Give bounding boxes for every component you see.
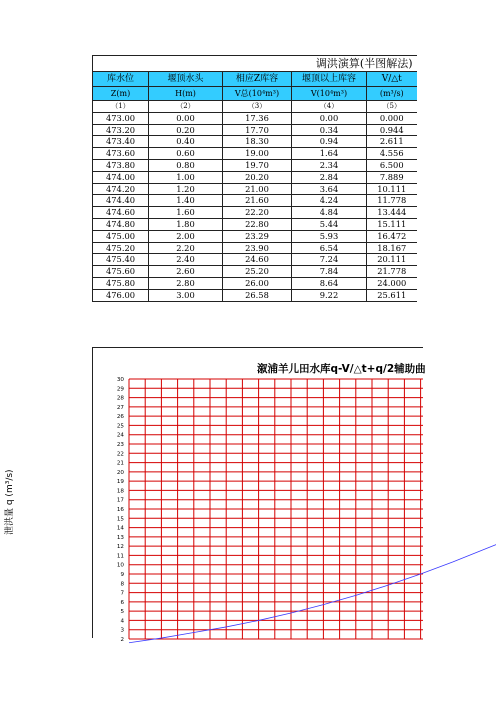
y-tick-label: 17	[116, 497, 124, 504]
table-row	[93, 207, 417, 219]
auxiliary-curve-chart	[93, 348, 423, 643]
y-tick-label: 3	[120, 627, 124, 634]
table-cell: 1.00	[149, 171, 223, 183]
table-cell: V(10⁴m³)	[292, 87, 367, 101]
table-cell: 24.000	[367, 277, 417, 289]
table-cell: （4）	[292, 101, 367, 113]
table-cell: 1.80	[149, 218, 223, 230]
table-cell: 475.80	[93, 277, 149, 289]
table-cell: 26.58	[223, 289, 292, 301]
table-cell: 475.40	[93, 254, 149, 266]
table-cell: 22.80	[223, 218, 292, 230]
table-cell: 474.20	[93, 183, 149, 195]
table-cell: 2.611	[367, 136, 417, 148]
table-cell: 2.20	[149, 242, 223, 254]
table-cell: 2.84	[292, 171, 367, 183]
table-cell: 0.00	[149, 112, 223, 124]
table-cell: 21.60	[223, 195, 292, 207]
table-cell: 堰顶以上库容	[292, 72, 367, 87]
table-cell: 0.20	[149, 124, 223, 136]
table-cell: （5）	[367, 101, 417, 113]
table-cell: 474.00	[93, 171, 149, 183]
table-cell: （2）	[149, 101, 223, 113]
table-cell: 475.20	[93, 242, 149, 254]
table-cell: 4.556	[367, 148, 417, 160]
table-cell: 2.00	[149, 230, 223, 242]
y-tick-label: 11	[116, 553, 124, 560]
y-tick-label: 23	[116, 442, 124, 448]
table-cell: 7.889	[367, 171, 417, 183]
table-cell: 474.60	[93, 207, 149, 219]
table-cell: Z(m)	[93, 87, 149, 101]
table-cell: 5.93	[292, 230, 367, 242]
table-cell: 0.40	[149, 136, 223, 148]
table-cell: 24.60	[223, 254, 292, 266]
table-cell: H(m)	[149, 87, 223, 101]
table-cell: 17.70	[223, 124, 292, 136]
table-row	[93, 171, 417, 183]
table-row	[93, 266, 417, 278]
table-cell: 476.00	[93, 289, 149, 301]
table-cell: 21.778	[367, 266, 417, 278]
table-cell: 473.00	[93, 112, 149, 124]
chart-title: 溆浦羊儿田水库q-V/△t+q/2辅助曲	[257, 363, 426, 375]
y-tick-label: 20	[116, 469, 124, 476]
y-tick-label: 10	[116, 562, 124, 569]
data-table	[92, 55, 417, 302]
table-cell: 25.611	[367, 289, 417, 301]
table-cell: 7.84	[292, 266, 367, 278]
table-cell: 8.64	[292, 277, 367, 289]
table-cell: 9.22	[292, 289, 367, 301]
y-tick-label: 22	[116, 451, 124, 458]
y-tick-label: 29	[116, 386, 124, 393]
table-row	[93, 136, 417, 148]
table-cell: (m³/s)	[367, 87, 417, 101]
table-row	[93, 230, 417, 242]
y-tick-label: 28	[116, 395, 124, 402]
y-tick-label: 30	[116, 377, 124, 383]
table-cell: 23.29	[223, 230, 292, 242]
y-tick-label: 12	[116, 544, 124, 551]
table-row	[93, 112, 417, 124]
table-cell: 26.00	[223, 277, 292, 289]
table-cell: 0.000	[367, 112, 417, 124]
table-row	[93, 195, 417, 207]
table-cell: 473.60	[93, 148, 149, 160]
table-cell: 0.944	[367, 124, 417, 136]
table-cell: 22.20	[223, 207, 292, 219]
y-axis-label: 泄洪量 q (m³/s)	[5, 469, 15, 535]
table-row	[93, 242, 417, 254]
table-row	[93, 159, 417, 171]
table-cell: 13.444	[367, 207, 417, 219]
table-cell: 4.24	[292, 195, 367, 207]
table-cell: 473.20	[93, 124, 149, 136]
table-cell: 475.00	[93, 230, 149, 242]
y-tick-label: 14	[116, 525, 124, 532]
table-cell: 21.00	[223, 183, 292, 195]
table-cell: 23.90	[223, 242, 292, 254]
table-cell: （1）	[93, 101, 149, 113]
table-row	[93, 277, 417, 289]
table-cell: 库水位	[93, 72, 149, 87]
table-cell: 475.60	[93, 266, 149, 278]
table-cell: 相应Z库容	[223, 72, 292, 87]
table-cell: 25.20	[223, 266, 292, 278]
y-tick-label: 7	[120, 590, 124, 597]
table-cell: V/△t	[367, 72, 417, 87]
table-row	[93, 289, 417, 301]
y-tick-label: 24	[116, 432, 124, 439]
y-tick-label: 5	[120, 609, 124, 616]
table-cell: 3.64	[292, 183, 367, 195]
table-cell: 6.500	[367, 159, 417, 171]
index-row	[93, 101, 417, 113]
header-unit-row	[93, 87, 417, 101]
table-cell: 473.40	[93, 136, 149, 148]
table-cell: 20.111	[367, 254, 417, 266]
flood-routing-table	[92, 55, 416, 302]
table-cell: 4.84	[292, 207, 367, 219]
y-tick-label: 18	[116, 488, 124, 495]
table-cell: 1.64	[292, 148, 367, 160]
table-title: 调洪演算(半图解法)	[93, 56, 417, 72]
y-tick-label: 21	[116, 460, 124, 467]
table-row	[93, 124, 417, 136]
table-cell: 17.36	[223, 112, 292, 124]
chart-panel	[92, 347, 426, 643]
table-row	[93, 254, 417, 266]
y-tick-label: 27	[116, 404, 124, 411]
table-cell: 3.00	[149, 289, 223, 301]
table-cell: 10.111	[367, 183, 417, 195]
y-tick-label: 9	[120, 572, 124, 578]
table-cell: V总(10⁴m³)	[223, 87, 292, 101]
table-cell: 16.472	[367, 230, 417, 242]
table-cell: 15.111	[367, 218, 417, 230]
table-cell: 19.70	[223, 159, 292, 171]
table-cell: 18.167	[367, 242, 417, 254]
table-cell: 2.40	[149, 254, 223, 266]
series-line	[129, 536, 496, 643]
table-cell: 0.80	[149, 159, 223, 171]
y-tick-label: 13	[116, 534, 124, 541]
table-cell: 0.60	[149, 148, 223, 160]
table-cell: 11.778	[367, 195, 417, 207]
y-tick-label: 15	[116, 516, 124, 523]
table-cell: 7.24	[292, 254, 367, 266]
table-cell: 18.30	[223, 136, 292, 148]
table-cell: 473.80	[93, 159, 149, 171]
table-cell: 堰顶水头	[149, 72, 223, 87]
table-row	[93, 148, 417, 160]
table-cell: 1.40	[149, 195, 223, 207]
y-tick-label: 16	[116, 507, 124, 513]
table-cell: 1.60	[149, 207, 223, 219]
y-tick-label: 19	[116, 479, 124, 486]
table-cell: 2.80	[149, 277, 223, 289]
table-cell: 6.54	[292, 242, 367, 254]
table-cell: （3）	[223, 101, 292, 113]
table-cell: 0.94	[292, 136, 367, 148]
table-cell: 5.44	[292, 218, 367, 230]
table-cell: 474.40	[93, 195, 149, 207]
table-cell: 2.34	[292, 159, 367, 171]
y-tick-label: 25	[116, 423, 124, 430]
header-row	[93, 72, 417, 87]
table-cell: 19.00	[223, 148, 292, 160]
table-cell: 474.80	[93, 218, 149, 230]
y-tick-label: 8	[120, 581, 124, 588]
table-cell: 2.60	[149, 266, 223, 278]
table-cell: 0.00	[292, 112, 367, 124]
table-cell: 20.20	[223, 171, 292, 183]
table-cell: 1.20	[149, 183, 223, 195]
y-tick-label: 26	[116, 414, 124, 421]
y-tick-label: 4	[120, 618, 124, 625]
y-tick-label: 2	[120, 637, 124, 643]
table-cell: 0.34	[292, 124, 367, 136]
y-tick-label: 6	[120, 599, 124, 606]
table-row	[93, 183, 417, 195]
table-row	[93, 218, 417, 230]
